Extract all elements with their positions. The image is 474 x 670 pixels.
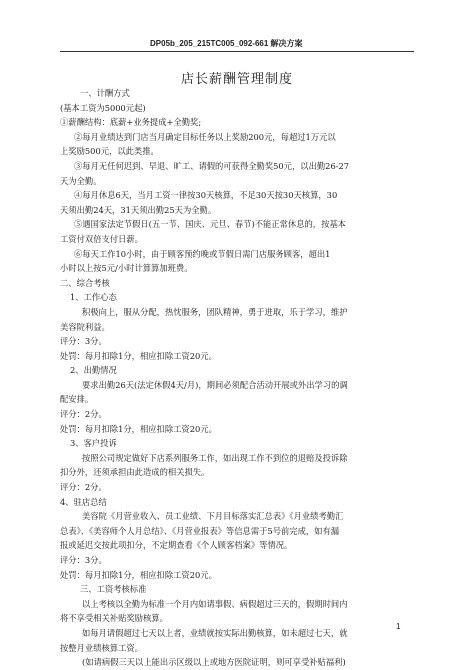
text-line: 报或延迟交按此项扣分，不定期查看《个人顾客档案》等情况。 xyxy=(60,540,293,551)
text-line: 按整月业绩核算工资。 xyxy=(60,642,143,653)
text-line: 以上考核以全勤为标准一个月内如请事假、病假超过三天的，假期时间内 xyxy=(82,598,348,609)
text-line: ⑤遇国家法定节假日(五一节、国庆、元旦、春节)不能正常休息的，按基本 xyxy=(74,219,346,230)
text-line: 4、驻店总结 xyxy=(60,496,107,507)
document-header: DP05b_205_215TC005_092-661 解决方案 xyxy=(150,39,303,48)
text-line: 处罚：每月扣除1分，相应扣除工资20元。 xyxy=(60,569,217,580)
text-line: 如每月请假超过七天以上者，业绩就按实际出勤核算，如未超过七天，就 xyxy=(82,627,348,638)
text-line: ①薪酬结构：底薪+业务提成+全勤奖; xyxy=(60,117,202,128)
text-line: 3、客户投诉 xyxy=(70,438,117,449)
document-body xyxy=(60,86,415,670)
text-line: 积极向上，服从分配，热忱服务，团队精神，勇于进取，乐于学习，维护 xyxy=(82,306,348,317)
text-line: 上奖励500元，以此类推。 xyxy=(60,146,159,157)
text-line: 总表》、《美容师个人月总结》、《月营业报表》等信息需于5号前完成，如有漏 xyxy=(60,525,340,536)
text-line: 2、出勤情况 xyxy=(70,365,117,376)
text-line: 天须出勤24天，31天须出勤25天为全勤。 xyxy=(60,204,217,215)
text-line: 评分：2分。 xyxy=(60,482,107,493)
text-line: 将不享受相关补贴奖励核算。 xyxy=(60,613,168,624)
text-line: ②每月业绩达到门店当月确定目标任务以上奖励200元，每超过1万元以 xyxy=(74,131,336,142)
text-line: 处罚：每月扣除1分，相应扣除工资20元。 xyxy=(60,423,217,434)
text-line: 美容院利益。 xyxy=(60,321,110,332)
text-line: 评分：3分。 xyxy=(60,336,107,347)
text-line: 二、综合考核 xyxy=(60,277,110,288)
text-line: 工资付双倍支付日薪。 xyxy=(60,233,143,244)
text-line: 小时以上按5元/小时计算算加班费。 xyxy=(60,263,193,274)
text-line: (基本工资为5000元起) xyxy=(60,102,146,113)
text-line: 处罚：每月扣除1分，相应扣除工资20元。 xyxy=(60,350,217,361)
text-line: 天为全勤。 xyxy=(60,175,102,186)
text-line: 三、工资考核标准 xyxy=(80,584,147,595)
text-line: 按照公司规定做好下店系列服务工作，如出现工作不到位的退赔及投诉除 xyxy=(82,452,348,463)
text-line: 一、计酬方式 xyxy=(80,88,130,98)
text-line: 扣分外，还须承担由此造成的相关损失。 xyxy=(60,467,210,478)
text-line: 要求出勤26天(法定休假4天/月)，期间必须配合活动开展或外出学习的调 xyxy=(82,379,348,390)
page-number: 1 xyxy=(396,622,401,631)
text-line: 评分：2分。 xyxy=(60,409,107,420)
text-line: (如请病假三天以上能出示区级以上或地方医院证明，则可享受补贴福利) xyxy=(82,657,346,668)
document-title: 店长薪酬管理制度 xyxy=(180,72,293,87)
text-line: 1、工作心态 xyxy=(70,292,117,303)
text-line: 配安排。 xyxy=(60,394,94,405)
text-line: 评分：3分。 xyxy=(60,555,107,565)
text-line: ④每月休息6天，当月工资一律按30天核算，不足30天按30天核算，30 xyxy=(74,190,338,201)
text-line: ③每月无任何迟到、早退、旷工、请假的可获得全勤奖50元，以出勤26-27 xyxy=(74,160,350,171)
header-rule xyxy=(60,51,414,52)
text-line: ⑥每天工作10小时，由于顾客预约晚或节假日需门店服务顾客，超出1 xyxy=(74,248,331,259)
text-line: 美容院《月营业收入、员工业绩、下月目标落实汇总表》《月业绩考勤汇 xyxy=(82,511,344,522)
